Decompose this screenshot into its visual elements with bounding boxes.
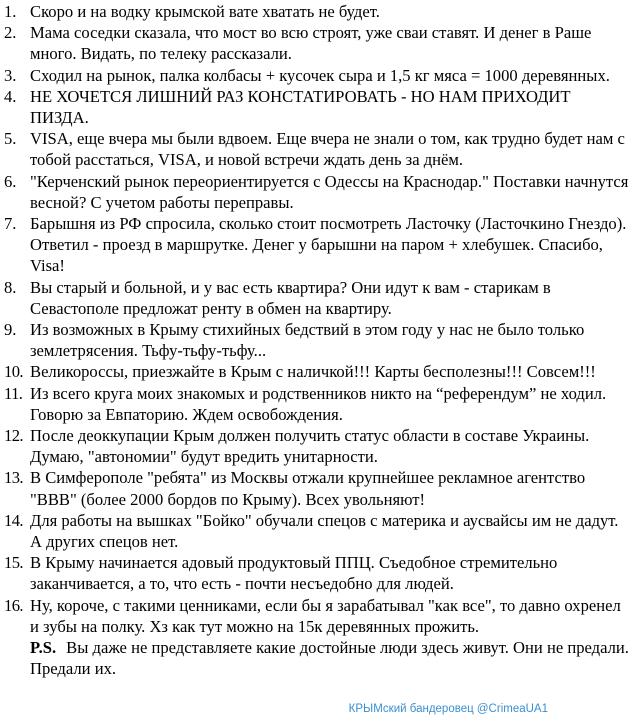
list-item-2 [4,22,630,64]
item-number: 1. [4,2,17,21]
list-item-7 [4,213,630,277]
watermark-signature: КРЫМский бандеровец @CrimeaUA1 [348,703,548,715]
list-item-5 [4,128,630,170]
item-number: 13. [4,468,23,488]
list-item-14 [4,510,630,552]
item-number: 11. [4,383,23,403]
list-item-8 [4,277,630,319]
item-number: 10. [4,362,23,382]
list-item-13 [4,467,630,509]
item-text [26,595,630,680]
item-number: 9. [4,320,17,340]
item-text: Вы старый и больной, и у вас есть квартира? Они идут к вам - старикам в Севастополе предложат ренту в обмен на квартиру. [30,277,551,318]
item-text: В Крыму начинается адовый продуктовый ППЦ. Съедобное стремительно заканчивается, а то, что есть - почти несъедобно для людей. [30,553,558,594]
list-item-12 [4,425,630,467]
list-item-4 [4,86,630,128]
item-text: НЕ ХОЧЕТСЯ ЛИШНИЙ РАЗ КОНСТАТИРОВАТЬ - НО НАМ ПРИХОДИТ ПИЗДА. [30,86,571,128]
item-text: Из всего круга моих знакомых и родственников никто на “референдум” не ходил. Говорю за Евпаторию. Ждем освобождения. [30,383,607,424]
item-text: Мама соседки сказала, что мост во всю строят, уже сваи ставят. И денег в Раше много. Видать, по телеку рассказали. [30,23,592,64]
item-text: Великороссы, приезжайте в Крым с наличкой!!! Карты бесполезны!!! Совсем!!! [30,362,596,382]
postscript-label: P.S. [30,638,57,658]
item-number: 7. [4,214,17,234]
item-text: "Керченский рынок переориентируется с Одессы на Краснодар." Поставки начнутся весной? С учетом работы переправы. [30,171,629,212]
item-number: 16. [4,595,23,615]
list-item-3 [4,65,630,86]
item-text: Барышня из РФ спросила, сколько стоит посмотреть Ласточку (Ласточкино Гнездо). Ответил - проезд в маршрутке. Денег у барышни на паром + хлебушек. Спасибо, Visa! [30,214,627,276]
item-text: Для работы на вышках "Бойко" обучали спецов с материка и аусвайсы им не дадут. А других спецов нет. [30,510,619,552]
item-number: 8. [4,277,17,297]
list-item-9 [4,319,630,361]
item-number: 12. [4,426,23,446]
item-number: 14. [4,510,23,530]
item-text: VISA, еще вчера мы были вдвоем. Еще вчера не знали о том, как трудно будет нам с тобой расстаться, VISA, и новой встречи ждать день за днём. [30,129,625,170]
item-text-body: Ну, короче, с такими ценниками, если бы я зарабатывал "как все", то давно охренел и зубы на полку. Хз как тут можно на 15к деревянных прожить. [30,595,621,636]
item-text: Сходил на рынок, палка колбасы + кусочек сыра и 1,5 кг мяса = 1000 деревянных. [30,65,610,85]
list-item-16 [4,595,630,680]
item-number: 2. [4,23,17,43]
list-item-6 [4,171,630,213]
item-number: 3. [4,65,17,85]
item-text: После деоккупации Крым должен получить статус области в составе Украины. Думаю, "автономии" будут вредить унитарности. [30,426,590,467]
list-item-10 [4,361,630,382]
postscript [30,637,630,679]
item-text: Из возможных в Крыму стихийных бедствий в этом году у нас не было только землетрясения. Тьфу-тьфу-тьфу... [30,320,585,361]
item-number: 4. [4,86,17,106]
list-item-15 [4,552,630,594]
postscript-text: Вы даже не представляете какие достойные люди здесь живут. Они не предали. Предали их. [30,638,629,679]
list-item-11 [4,383,630,425]
list-item-1 [4,1,630,22]
numbered-list [4,1,630,680]
item-number: 6. [4,171,17,191]
item-text: В Симферополе "ребята" из Москвы отжали крупнейшее рекламное агентство "ВВВ" (более 2000 бордов по Крыму). Всех увольняют! [30,468,586,509]
item-number: 5. [4,129,17,149]
item-text: Скоро и на водку крымской вате хватать не будет. [30,2,380,21]
item-number: 15. [4,553,23,573]
